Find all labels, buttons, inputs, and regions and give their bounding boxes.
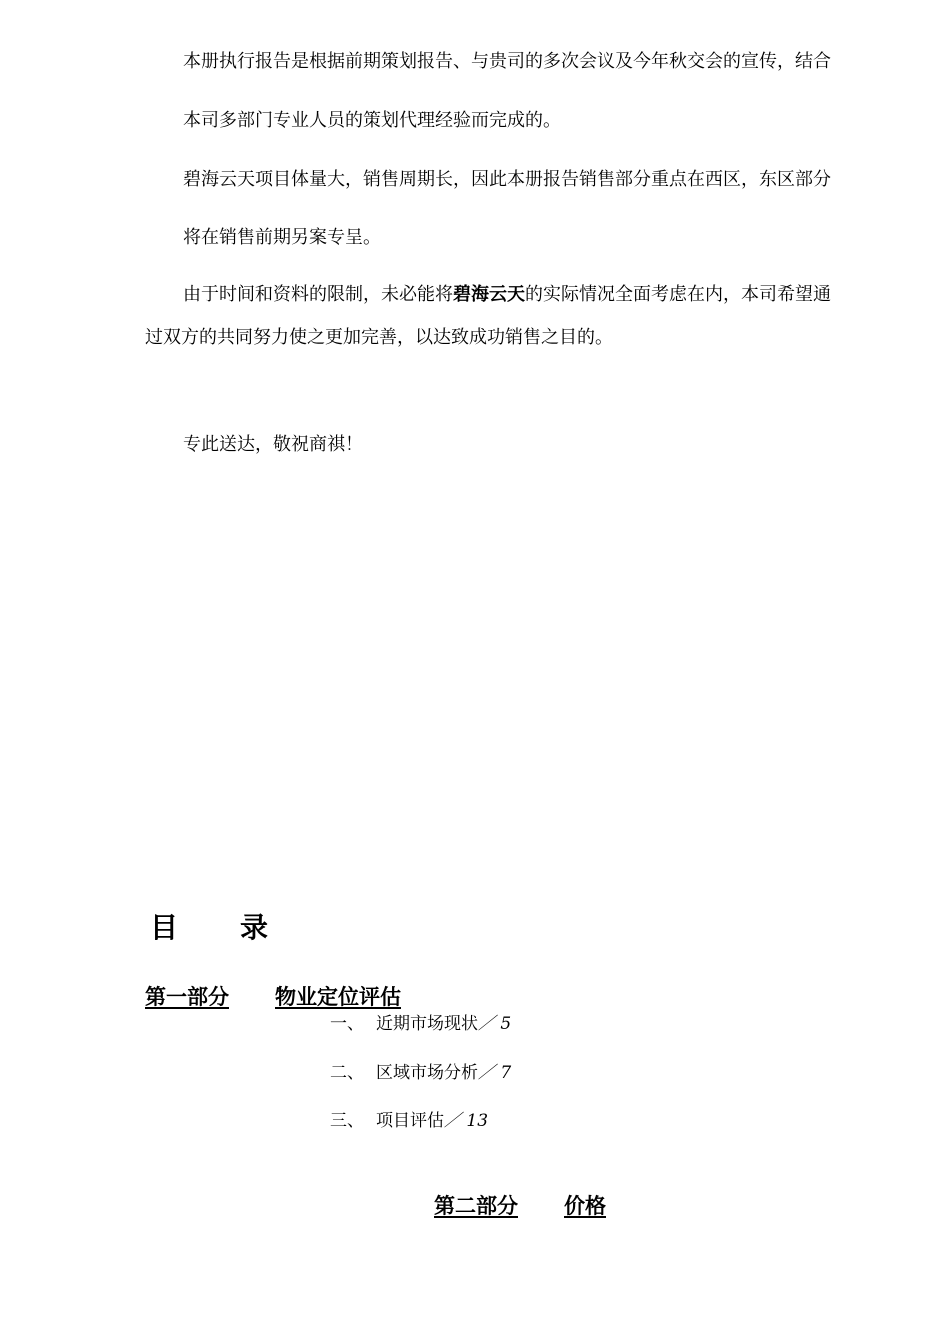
toc-entry-number: 二、 <box>330 1063 364 1083</box>
toc-entry-number: 三、 <box>330 1111 364 1131</box>
toc-entry <box>330 1113 488 1130</box>
toc-entry-text: 近期市场现状 <box>376 1014 478 1034</box>
toc-entry <box>330 1016 511 1033</box>
toc-entry <box>330 1065 511 1082</box>
toc-part-2-heading <box>434 1195 606 1216</box>
intro-paragraph-2-line-2: 将在销售前期另案专呈。 <box>183 227 381 248</box>
toc-entry-page: ／ 13 <box>444 1111 489 1131</box>
toc-entry-number: 一、 <box>330 1014 364 1034</box>
toc-entry-page: ／ 5 <box>478 1014 512 1034</box>
toc-title-char-2: 录 <box>240 911 269 944</box>
toc-part-1-name: 物业定位评估 <box>275 984 401 1009</box>
toc-entry-text: 区域市场分析 <box>376 1063 478 1083</box>
intro-paragraph-1-line-1: 本册执行报告是根据前期策划报告、与贵司的多次会议及今年秋交会的宣传，结合 <box>183 51 831 72</box>
intro-text-after-name: 的实际情况全面考虑在内，本司希望通 <box>525 284 831 305</box>
toc-entry-page: ／ 7 <box>478 1063 512 1083</box>
toc-part-1-heading <box>145 986 401 1007</box>
toc-title-char-1: 目 <box>150 911 179 944</box>
closing-salutation: 专此送达，敬祝商祺！ <box>183 434 363 455</box>
toc-entry-text: 项目评估 <box>376 1111 444 1131</box>
project-name: 碧海云天 <box>453 284 525 305</box>
intro-text-before-name: 由于时间和资料的限制，未必能将 <box>183 284 453 305</box>
intro-paragraph-1-line-2: 本司多部门专业人员的策划代理经验而完成的。 <box>183 110 561 131</box>
toc-title <box>150 906 268 946</box>
toc-part-2-name: 价格 <box>564 1193 606 1218</box>
intro-paragraph-3-line-1 <box>183 286 831 304</box>
toc-part-2-label: 第二部分 <box>434 1193 518 1218</box>
intro-paragraph-3-line-2: 过双方的共同努力使之更加完善，以达致成功销售之目的。 <box>145 327 613 348</box>
toc-part-1-label: 第一部分 <box>145 984 229 1009</box>
intro-paragraph-2-line-1: 碧海云天项目体量大，销售周期长，因此本册报告销售部分重点在西区，东区部分 <box>183 169 831 190</box>
